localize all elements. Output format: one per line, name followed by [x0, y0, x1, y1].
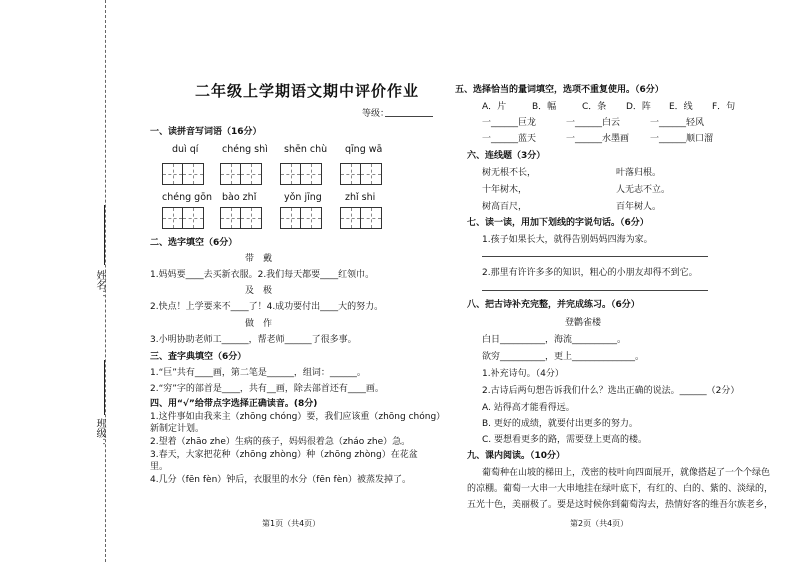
fill-line: 3.小明协助老师工______，帮老师______了很多事。 — [150, 335, 357, 345]
section-9-title: 九、课内阅读。（10分） — [467, 451, 566, 461]
match-left-3[interactable]: 树高百尺， — [482, 202, 528, 212]
section-2-title: 二、选字填空（6分） — [150, 238, 238, 248]
section-8-title: 八、把古诗补充完整，并完成练习。（6分） — [467, 300, 640, 310]
poem-title: 登鹳雀楼 — [565, 318, 602, 328]
option-b: B．幅 — [532, 102, 557, 112]
page-footer-left: 第1页（共4页） — [262, 519, 321, 528]
pinyin-8: zhǐ shi — [345, 192, 376, 203]
writing-grid[interactable] — [220, 207, 262, 229]
pinyin-5: chéng gōn — [162, 192, 213, 203]
question-line: 4.几分（fēn fèn）钟后，衣服里的水分（fēn fèn）被蒸发掉了。 — [150, 475, 411, 485]
grade-line[interactable] — [385, 116, 433, 117]
question-line: 新制定计划。 — [150, 424, 205, 434]
writing-grid[interactable] — [340, 163, 382, 185]
choice-a: A. 站得高才能看得远。 — [482, 403, 575, 413]
option-c: C．条 — [582, 102, 607, 112]
question-line: 1.补充诗句。（4分） — [482, 369, 564, 379]
pinyin-6: bào zhǐ — [222, 192, 257, 203]
question-line: 里。 — [150, 462, 169, 472]
page-footer-right: 第2页（共4页） — [570, 519, 629, 528]
writing-grid[interactable] — [280, 163, 322, 185]
reading-paragraph-line: 葡萄种在山坡的梯田上，茂密的枝叶向四面展开，就像搭起了一个个绿色 — [482, 468, 771, 478]
section-6-title: 六、连线题（3分） — [467, 151, 546, 161]
grade-label: 等级： — [362, 109, 390, 119]
match-right-3[interactable]: 百年树人。 — [616, 202, 662, 212]
measure-word-blank: 一______顺口溜 — [650, 134, 714, 144]
measure-word-blank: 一______巨龙 — [482, 118, 537, 128]
answer-line[interactable] — [482, 290, 708, 291]
pinyin-4: qīng wā — [345, 144, 383, 155]
writing-grid[interactable] — [162, 163, 204, 185]
match-right-1[interactable]: 叶落归根。 — [616, 168, 662, 178]
section-7-title: 七、读一读，用加下划线的字说句话。（6分） — [467, 218, 649, 228]
match-right-2[interactable]: 人无志不立。 — [616, 185, 671, 195]
poem-line-1: 白日__________，海流__________。 — [482, 335, 627, 345]
choice-b: B. 更好的成绩，就要付出更多的努力。 — [482, 419, 638, 429]
choice-c: C. 要想看更多的路，需要登上更高的楼。 — [482, 435, 648, 445]
writing-grid[interactable] — [280, 207, 322, 229]
name-label: 姓名： — [94, 270, 105, 300]
pinyin-1: duì qí — [172, 144, 199, 155]
char-pair-2: 及 极 — [245, 286, 273, 296]
fill-line: 1.妈妈要____去买新衣服。2.我们每天都要____红领巾。 — [150, 270, 375, 280]
name-line — [104, 205, 105, 265]
match-left-2[interactable]: 十年树木， — [482, 185, 528, 195]
writing-grid[interactable] — [220, 163, 262, 185]
poem-line-2: 欲穷__________，更上______________。 — [482, 352, 645, 362]
writing-grid[interactable] — [340, 207, 382, 229]
pinyin-3: shēn chù — [284, 144, 328, 155]
fill-line: 2.“穷”字的部首是____，共有__画，除去部首还有____画。 — [150, 384, 384, 394]
pinyin-7: yǒn jīng — [284, 192, 322, 203]
class-line — [104, 360, 105, 415]
reading-paragraph-line: 的凉棚。葡萄一大串一大串地挂在绿叶底下，有红的、白的、紫的、淡绿的， — [467, 484, 774, 494]
option-f: F．句 — [712, 102, 736, 112]
pinyin-2: chéng shì — [222, 144, 268, 155]
section-3-title: 三、查字典填空（6分） — [150, 352, 247, 362]
char-pair-1: 带 戴 — [245, 254, 273, 264]
question-line: 2.古诗后两句想告诉我们什么？选出正确的说法。______（2分） — [482, 386, 740, 396]
option-e: E．线 — [669, 102, 693, 112]
measure-word-blank: 一______轻风 — [650, 118, 705, 128]
section-4-title: 四、用“√”给带点字选择正确读音。(8分) — [150, 399, 318, 409]
class-label: 班级： — [94, 418, 105, 448]
option-d: D．阵 — [626, 102, 651, 112]
reading-paragraph-line: 五光十色，美丽极了。要是这时候你到葡萄沟去，热情好客的维吾尔族老乡， — [467, 500, 774, 510]
char-pair-3: 做 作 — [245, 319, 273, 329]
question-line: 2.望着（zhāo zhe）生病的孩子，妈妈很着急（zháo zhe）急。 — [150, 437, 411, 447]
section-5-title: 五、选择恰当的量词填空，选项不重复使用。（6分） — [455, 85, 664, 95]
answer-line[interactable] — [482, 256, 708, 257]
measure-word-blank: 一______白云 — [566, 118, 621, 128]
measure-word-blank: 一______水墨画 — [566, 134, 630, 144]
match-left-1[interactable]: 树无根不长， — [482, 168, 537, 178]
sentence-prompt-1: 1.孩子如果长大，就得告别妈妈四海为家。 — [482, 235, 653, 245]
question-line: 1.这件事如由我来主（zhōng chóng）要，我们应该重（zhōng chóng） — [150, 412, 446, 422]
sentence-prompt-2: 2.那里有许许多多的知识，粗心的小朋友却得不到它。 — [482, 268, 698, 278]
option-a: A．片 — [482, 102, 507, 112]
writing-grid[interactable] — [162, 207, 204, 229]
question-line: 3.春天，大家把花种（zhōng zhòng）种（zhōng zhòng）在花盆 — [150, 450, 418, 460]
measure-word-blank: 一______蓝天 — [482, 134, 537, 144]
section-1-title: 一、读拼音写词语（16分） — [150, 127, 262, 137]
fill-line: 1.“巨”共有____画，第二笔是______，组词：______。 — [150, 368, 366, 378]
page-title: 二年级上学期语文期中评价作业 — [195, 82, 420, 100]
fill-line: 2.快点！上学要来不____了！4.成功要付出____大的努力。 — [150, 302, 384, 312]
